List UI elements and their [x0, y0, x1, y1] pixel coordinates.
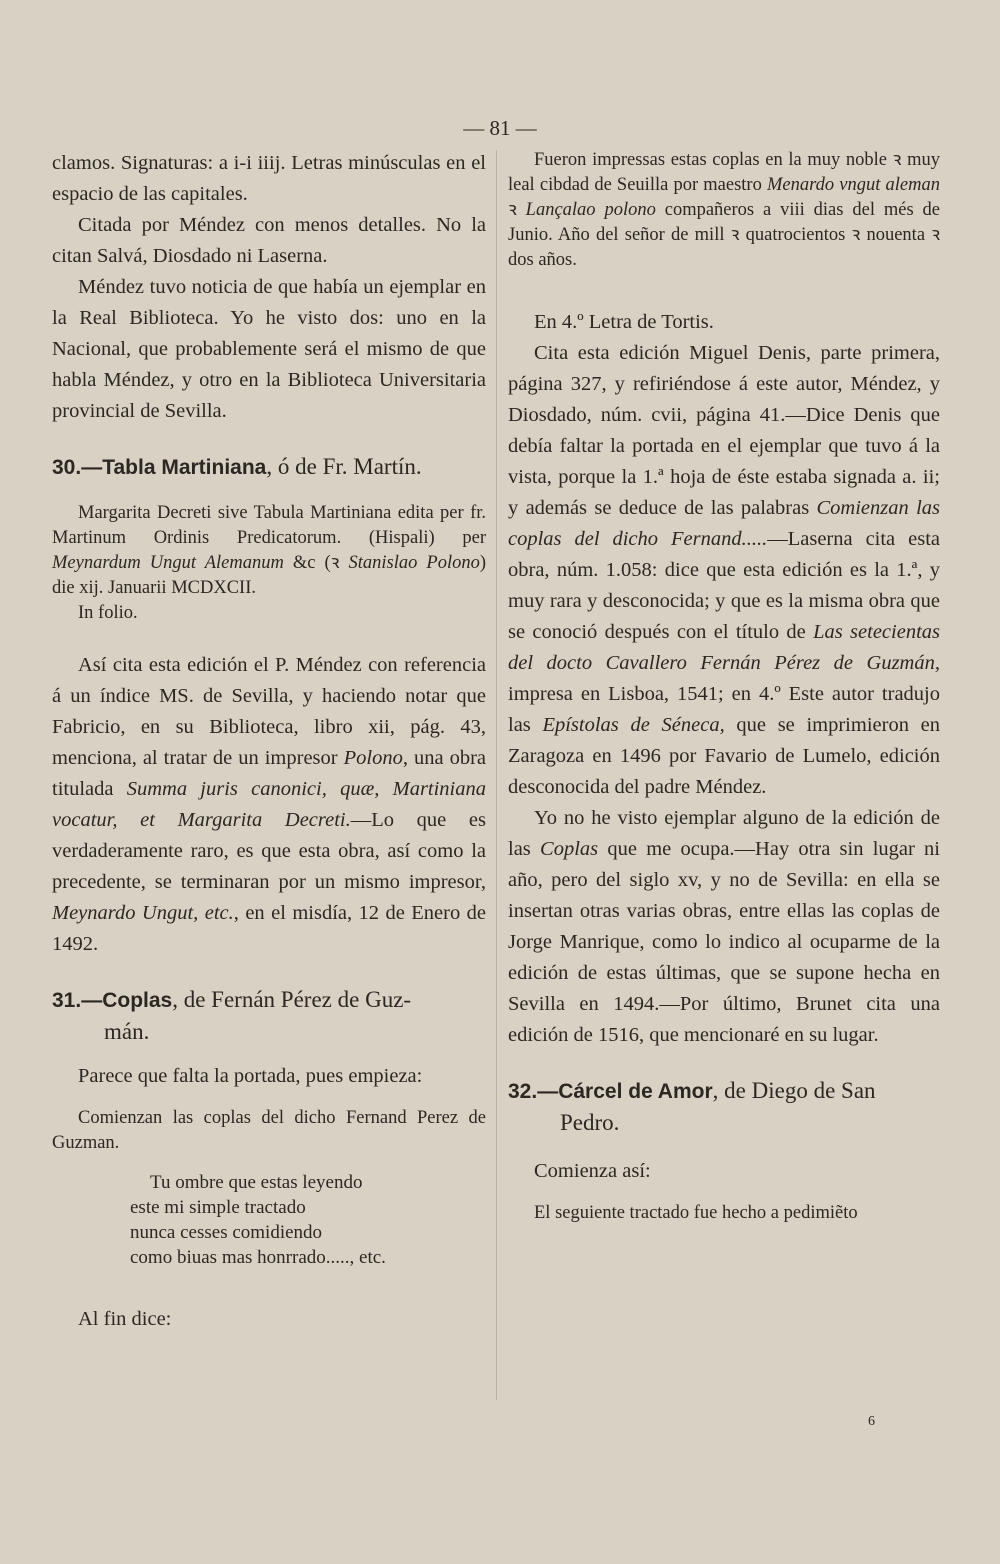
right-column [508, 148, 940, 1226]
entry-number: 32. [508, 1080, 538, 1103]
entry-heading-30: 30.—Tabla Martiniana, ó de Fr. Martín. [52, 454, 422, 479]
bibliographic-entry: Margarita Decreti sive Tabula Martiniana edita per fr. Martinum Ordinis Predicatorum. (Hispali) per Meynardum Ungut Alemanum &c (ꝛ Stanislao Polono) die xij. Januarii MCDXCII. [52, 503, 487, 598]
paragraph: Así cita esta edición el P. Méndez con referencia á un índice MS. de Sevilla, y haciendo notar que Fabricio, en su Biblioteca, libro xii, pág. 43, menciona, al tratar de un impresor Polono, una obra titulada Summa juris canonici, quæ, Martiniana vocatur, et Margarita Decreti.—Lo que es verdaderamente raro, es que esta obra, así como la precedente, se terminaran por un mismo impresor, Meynardo Ungut, etc., en el misdía, 12 de Enero de 1492. [52, 654, 487, 955]
entry-number: 30. [52, 456, 82, 479]
format-note: In folio. [78, 603, 138, 623]
entry-number: 31. [52, 989, 82, 1012]
paragraph: Al fin dice: [78, 1308, 172, 1330]
verse-line: este mi simple tractado [130, 1197, 306, 1218]
entry-heading-32: 32.—Cárcel de Amor, de Diego de San Pedro. [508, 1078, 876, 1135]
page-number: — 81 — [463, 116, 537, 140]
entry-keyword: Cárcel de Amor [558, 1080, 713, 1103]
paragraph: Comienza así: [534, 1160, 651, 1182]
colophon-quote: Fueron impressas estas coplas en la muy noble ꝛ muy leal cibdad de Seuilla por maestro Menardo vngut aleman ꝛ Lançalao polono compañeros a viii dias del més de Junio. Año del señor de mill ꝛ quatrocientos ꝛ nouenta ꝛ dos años. [508, 150, 940, 270]
verse-line: nunca cesses comidiendo [130, 1222, 323, 1243]
paragraph: Citada por Méndez con menos detalles. No la citan Salvá, Diosdado ni Laserna. [52, 214, 486, 267]
column-divider [496, 150, 497, 1400]
entry-keyword: Tabla Martiniana [102, 456, 267, 479]
quoted-incipit: El seguiente tractado fue hecho a pedimiẽto [534, 1203, 858, 1223]
paragraph: Yo no he visto ejemplar alguno de la edición de las Coplas que me ocupa.—Hay otra sin lugar ni año, pero del siglo xv, y no de Sevilla: en ella se insertan otras varias obras, entre ellas las coplas de Jorge Manrique, como lo indico al ocuparme de la edición de estas últimas, que se supone hecha en Sevilla en 1494.—Por último, Brunet cita una edición de 1516, que mencionaré en su lugar. [508, 807, 940, 1046]
verse-quote [130, 1170, 486, 1270]
paragraph: Méndez tuvo noticia de que había un ejemplar en la Real Biblioteca. Yo he visto dos: uno en la Nacional, que probablemente será el mismo de que habla Méndez, y otro en la Biblioteca Universitaria provincial de Sevilla. [52, 276, 486, 422]
paragraph: Parece que falta la portada, pues empieza: [78, 1065, 423, 1087]
paragraph: Cita esta edición Miguel Denis, parte primera, página 327, y refiriéndose á este autor, Méndez, y Diosdado, núm. cvii, página 41.—Dice Denis que debía faltar la portada en el ejemplar que tuvo á la vista, porque la 1.ª hoja de éste estaba signada a. ii; y además se deduce de las palabras Comienzan las coplas del dicho Fernand.....—Laserna cita esta obra, núm. 1.058: dice que esta edición es la 1.ª, y muy rara y desconocida; y que es la misma obra que se conoció después con el título de Las setecientas del docto Cavallero Fernán Pérez de Guzmán, impresa en Lisboa, 1541; en 4.º Este autor tradujo las Epístolas de Séneca, que se imprimieron en Zaragoza en 1496 por Favario de Lumelo, edición desconocida del padre Méndez. [508, 342, 940, 798]
format-note: En 4.º Letra de Tortis. [534, 311, 714, 333]
signature-mark: 6 [868, 1414, 875, 1429]
entry-heading-31: 31.—Coplas, de Fernán Pérez de Guz- mán. [52, 987, 412, 1044]
verse-line: Tu ombre que estas leyendo [150, 1172, 363, 1193]
verse-line: como biuas mas honrrado....., etc. [130, 1247, 386, 1268]
entry-keyword: Coplas [102, 989, 173, 1012]
paragraph: clamos. Signaturas: a i-i iiij. Letras minúsculas en el espacio de las capitales. [52, 152, 486, 205]
quoted-incipit: Comienzan las coplas del dicho Fernand Perez de Guzman. [52, 1108, 486, 1153]
left-column [52, 148, 486, 1335]
